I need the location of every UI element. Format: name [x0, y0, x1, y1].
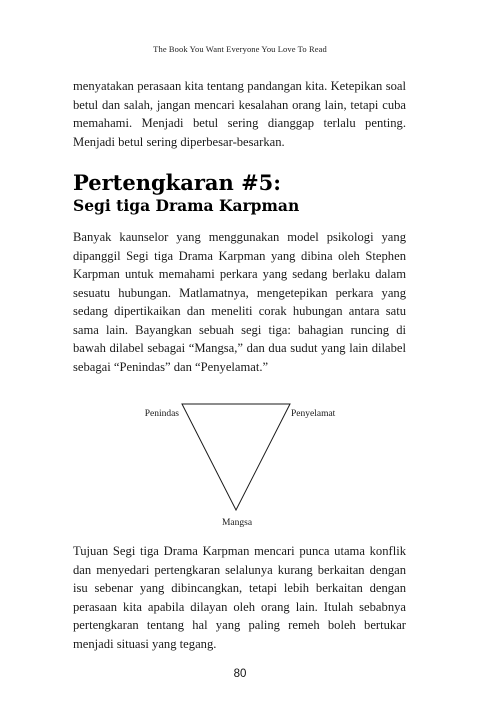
page-number: 80 [233, 668, 247, 680]
running-header: The Book You Want Everyone You Love To Read [153, 44, 327, 54]
triangle-label-bottom: Mangsa [221, 518, 253, 528]
triangle-label-left: Penindas [144, 409, 179, 419]
section-heading [73, 170, 299, 216]
body-paragraph-2: Banyak kaunselor yang menggunakan model psikologi yang dipanggil Segi tiga Drama Karpman yang dibina oleh Stephen Karpman untuk memahami perkara yang sedang berlaku dalam sesuatu hubungan. Matlamatnya, mengetepikan perkara yang sedang dipertikaikan dan meneliti corak hubungan antara satu sama lain. Bayangkan sebuah segi tiga: bahagian runcing di bawah dilabel sebagai “Mangsa,” dan dua sudut yang lain dilabel sebagai “Penindas” dan “Penyelamat.” [73, 230, 406, 374]
body-paragraph-3: Tujuan Segi tiga Drama Karpman mencari punca utama konflik dan menyedari pertengkaran selalunya kurang berkaitan dengan isu sebenar yang dibincangkan, tetapi lebih berkaitan dengan perasaan kita apabila dilayan oleh orang lain. Itulah sebabnya pertengkaran tentang hal yang paling remeh boleh bertukar menjadi situasi yang tegang. [73, 544, 406, 651]
section-heading-title: Pertengkaran #5: [73, 170, 282, 195]
section-heading-subtitle: Segi tiga Drama Karpman [73, 196, 300, 215]
karpman-triangle-diagram [120, 395, 360, 535]
triangle-label-right: Penyelamat [291, 409, 336, 419]
body-paragraph-1: menyatakan perasaan kita tentang pandangan kita. Ketepikan soal betul dan salah, jangan mencari kesalahan orang lain, tetapi cuba memahami. Menjadi betul sering dianggap terlalu penting. Menjadi betul sering diperbesar-besarkan. [73, 79, 406, 149]
inverted-triangle-shape [182, 404, 290, 510]
